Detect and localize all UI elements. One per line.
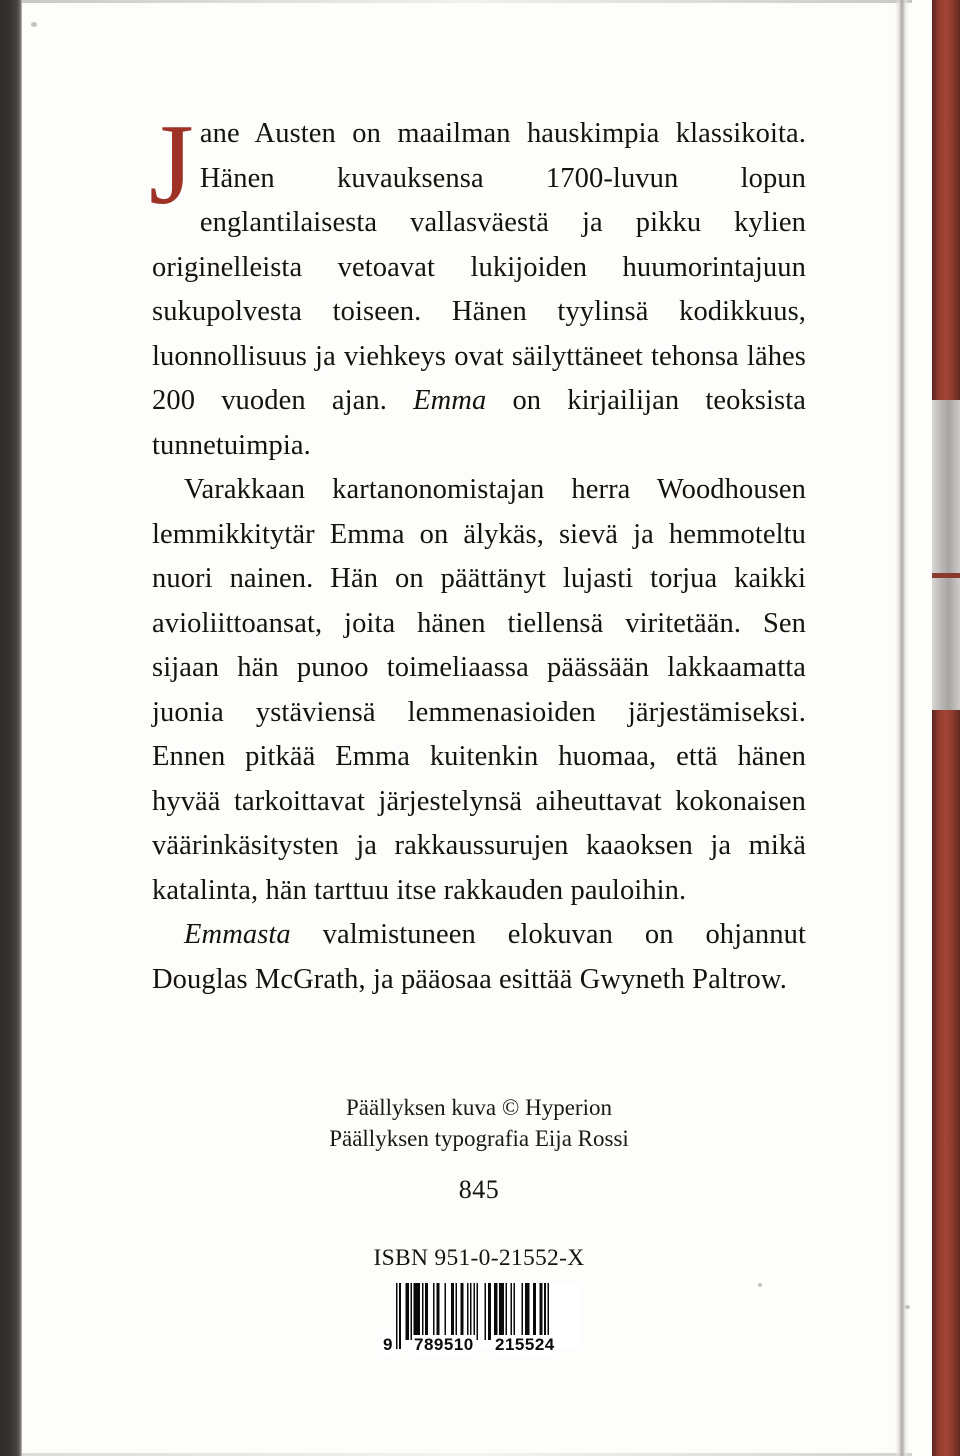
cover-image-credit: Päällyksen kuva © Hyperion xyxy=(346,1095,612,1120)
isbn-barcode xyxy=(383,1283,578,1355)
blurb-paragraph-2 xyxy=(152,468,806,913)
spine-strip-lower xyxy=(932,710,960,1456)
blurb-p3-run-2: valmistuneen elokuvan on ohjannut Douglas McGrath, ja pääosaa esittää Gwyneth Paltrow. xyxy=(152,919,806,995)
blurb-paragraph-1 xyxy=(149,101,806,468)
spine-strip-upper xyxy=(932,0,960,400)
blurb-p1-run-1: Jane Austen on maailman hauskimpia klassikoita. Hänen kuvauksensa 1700-luvun lopun englantilaisesta vallasväestä ja pikku kylien originelleista vetoavat lukijoiden huumorintajuun sukupolvesta toiseen. Hänen tyylinsä kodikkuus, luonnollisuus ja viehkeys ovat säilyttäneet tehonsa lähes 200 vuoden ajan. xyxy=(149,101,806,416)
cover-credits xyxy=(152,1092,806,1154)
scan-speck xyxy=(758,1283,762,1287)
spine-gap-middle xyxy=(932,400,960,710)
back-cover-blurb xyxy=(149,101,806,1002)
scan-speck xyxy=(31,22,37,27)
scan-edge-top xyxy=(22,0,912,3)
scan-speck xyxy=(905,1305,910,1309)
blurb-p1-title-emma: Emma xyxy=(413,385,487,416)
blurb-p2-run-1: Varakkaan kartanonomistajan herra Woodhousen lemmikkitytär Emma on älykäs, sievä ja hemmoteltu nuori nainen. Hän on päättänyt lujasti torjua kaikki avioliittoansat, joita hänen tiellensä viritetään. Sen sijaan hän punoo toimeliaassa päässään lakkaamatta juonia ystäviensä lemmenasioiden järjestämiseksi. Ennen pitkää Emma kuitenkin huomaa, että hänen hyvää tarkoittavat järjestelynsä aiheuttavat kokonaisen väärinkäsitysten ja rakkaussurujen kaaoksen ja mikä katalinta, hän tarttuu itse rakkauden pauloihin. xyxy=(152,474,806,906)
cover-typography-credit: Päällyksen typografia Eija Rossi xyxy=(329,1126,629,1151)
blurb-p3-title-emmasta: Emmasta xyxy=(184,919,291,950)
blurb-paragraph-3 xyxy=(152,913,806,1002)
barcode-digits xyxy=(383,1335,578,1355)
barcode-left-group: 789510 xyxy=(414,1335,474,1354)
blurb-p1-run-3: on kirjailijan teoksista tunnetuimpia. xyxy=(152,385,806,461)
isbn-label: ISBN 951-0-21552-X xyxy=(373,1245,585,1271)
barcode-lead-digit: 9 xyxy=(383,1335,393,1354)
blurb-text xyxy=(149,101,806,1002)
scan-shadow-left-edge xyxy=(0,0,22,1456)
spine-hairline-mark xyxy=(932,573,960,578)
page-fold-crease xyxy=(895,0,909,1456)
shelfmark-number: 845 xyxy=(458,1175,500,1204)
barcode-right-group: 215524 xyxy=(495,1335,555,1354)
